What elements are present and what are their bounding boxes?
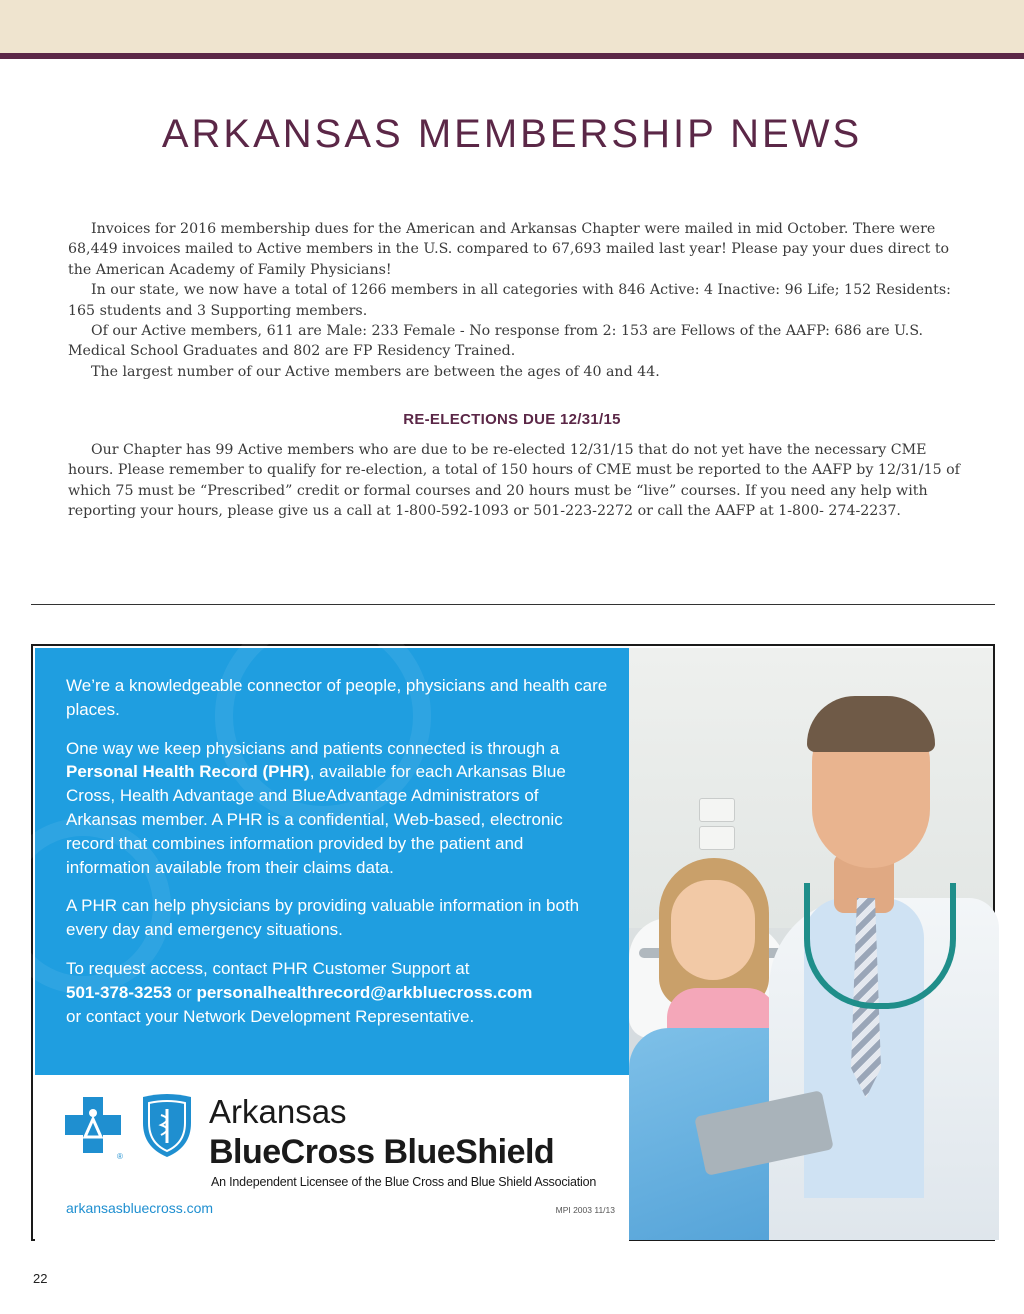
page-number: 22 (33, 1271, 48, 1286)
reelections-heading: RE-ELECTIONS DUE 12/31/15 (403, 411, 621, 428)
article-paragraph: The largest number of our Active members are between the ages of 40 and 44. (91, 363, 660, 380)
brand-name: BlueCross BlueShield (209, 1133, 555, 1171)
ad-copy (66, 674, 611, 1043)
ad-logo-area (35, 1075, 629, 1241)
ad-paragraph (66, 737, 611, 880)
ad-text-span: One way we keep physicians and patients connected is through a (66, 738, 560, 758)
doctor-patient-photo (629, 648, 993, 1240)
ad-text-span: , available for each Arkansas Blue Cross, Health Advantage and BlueAdvantage Administrators of Arkansas member. A PHR is a confidential, Web-based, electronic record that combines information provided by the patient and information available from their claims data. (66, 762, 566, 877)
article-paragraph: Invoices for 2016 membership dues for the American and Arkansas Chapter were mailed in mid October. There were 68,449 invoices mailed to Active members in the U.S. compared to 67,693 mailed last year! Please pay your dues direct to the American Academy of Family Physicians! (68, 221, 950, 278)
blue-shield-icon (139, 1093, 195, 1159)
blue-cross-icon (65, 1097, 123, 1161)
wall-outlet (699, 826, 735, 850)
membership-article (68, 219, 973, 382)
ad-text-span: or (171, 982, 197, 1002)
ad-text-span: or contact your Network Development Representative. (66, 1006, 475, 1026)
phr-email: personalhealthrecord@arkbluecross.com (196, 982, 533, 1002)
website-link[interactable]: arkansasbluecross.com (66, 1200, 214, 1216)
ad-paragraph: A PHR can help physicians by providing valuable information in both every day and emergency situations. (66, 896, 580, 940)
article-paragraph: In our state, we now have a total of 1266 members in all categories with 846 Active: 4 Inactive: 96 Life; 152 Residents: 165 students and 3 Supporting members. (68, 282, 951, 319)
ad-blue-panel (35, 648, 629, 1075)
reelections-paragraph: Our Chapter has 99 Active members who are due to be re-elected 12/31/15 that do not yet have the necessary CME hours. Please remember to qualify for re-election, a total of 150 hours of CME must be reported to the AAFP by 12/31/15 of which 75 must be “Prescribed” credit or formal courses and 20 hours must be “live” courses. If you need any help with reporting your hours, please give us a call at 1-800-592-1093 or 501-223-2272 or call the AAFP at 1-800- 274-2237. (68, 442, 960, 520)
bluecross-advertisement (31, 644, 995, 1241)
phr-phone: 501-378-3253 (66, 982, 172, 1002)
brand-state: Arkansas (209, 1093, 347, 1130)
wall-outlet (699, 798, 735, 822)
girl-face (671, 880, 755, 980)
ad-paragraph (66, 957, 611, 1028)
ad-paragraph: We’re a knowledgeable connector of people, physicians and health care places. (66, 676, 608, 719)
mpi-code: MPI 2003 11/13 (555, 1205, 615, 1215)
page-title: ARKANSAS MEMBERSHIP NEWS (161, 112, 863, 156)
brand-subtitle: An Independent Licensee of the Blue Cross and Blue Shield Association (211, 1175, 597, 1189)
registered-mark: ® (117, 1152, 123, 1161)
section-divider (31, 604, 995, 605)
phr-highlight: Personal Health Record (PHR) (66, 762, 310, 782)
reelections-article (68, 440, 973, 522)
article-paragraph: Of our Active members, 611 are Male: 233 Female - No response from 2: 153 are Fellows of the AAFP: 686 are U.S. Medical School Graduates and 802 are FP Residency Trained. (68, 323, 924, 360)
ad-text-span: To request access, contact PHR Customer Support at (66, 958, 470, 978)
top-rule (0, 53, 1024, 59)
stethoscope-icon (804, 883, 956, 1009)
top-color-band (0, 0, 1024, 53)
